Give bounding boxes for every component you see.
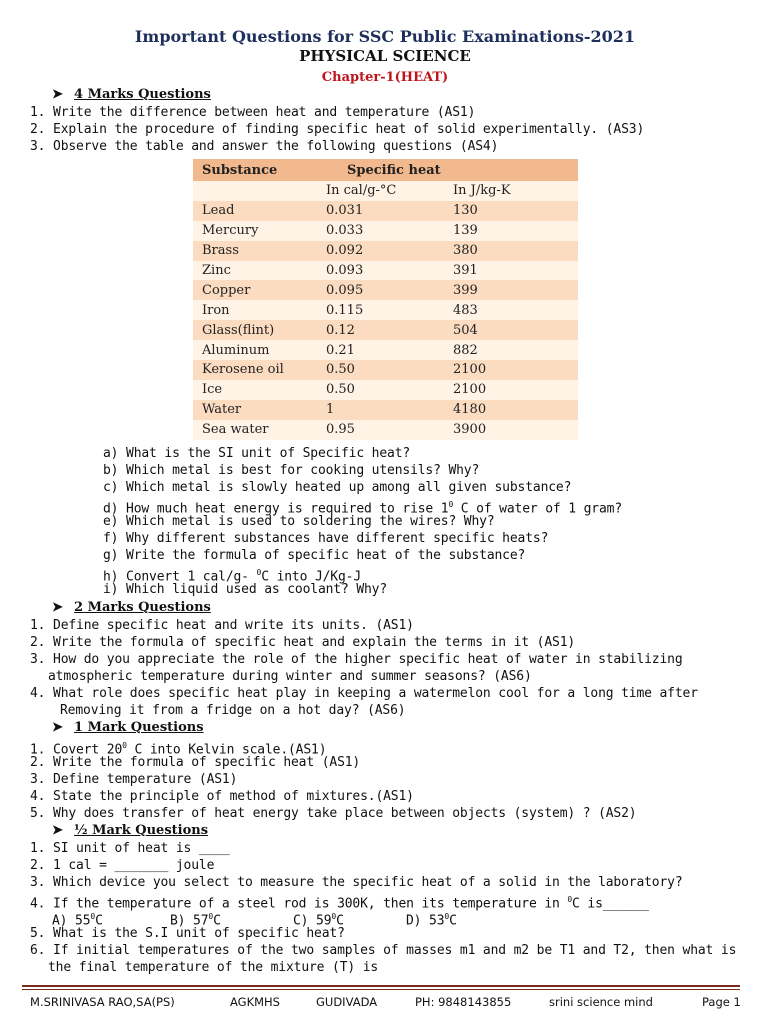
cell-cal: 1: [317, 400, 444, 420]
cell-joule: 3900: [444, 420, 578, 440]
option-d: D) $53^0C$: [406, 912, 457, 929]
subquestion-e: e) Which metal is used to soldering the wires? Why?: [103, 514, 495, 529]
table-row: [193, 320, 578, 340]
footer-author: M.SRINIVASA RAO,SA(PS): [30, 995, 175, 1009]
section-heading-half-mark: [52, 823, 208, 838]
cell-cal: 0.115: [317, 300, 444, 320]
cell-joule: 391: [444, 261, 578, 281]
subquestion-a: a) What is the SI unit of Specific heat?: [103, 446, 411, 461]
question-half-6: 6. If initial temperatures of the two samples of masses m1 and m2 be T1 and T2, then what is: [30, 943, 737, 958]
subquestion-i: i) Which liquid used as coolant? Why?: [103, 582, 388, 597]
cell-joule: 2100: [444, 380, 578, 400]
table-row: [193, 420, 578, 440]
table-row: [193, 400, 578, 420]
subquestion-b: b) Which metal is best for cooking utensils? Why?: [103, 463, 480, 478]
page-title: Important Questions for SSC Public Examinations-2021: [134, 27, 636, 46]
section-heading-2-marks: [52, 600, 211, 615]
subquestion-h: h) Convert 1 cal/g- $^0$C into J/Kg-J: [103, 568, 362, 585]
cell-cal: 0.092: [317, 241, 444, 261]
question-1m-4: 4. State the principle of method of mixtures.(AS1): [30, 789, 414, 804]
arrow-bullet-icon: ➤: [52, 600, 63, 615]
option-c: C) $59^0C$: [293, 912, 344, 929]
question-half-5: 5. What is the S.I unit of specific heat?: [30, 926, 345, 941]
cell-cal: 0.033: [317, 221, 444, 241]
cell-joule: 4180: [444, 400, 578, 420]
cell-substance: Glass(flint): [193, 320, 317, 340]
section-heading-text: 1 Mark Questions: [74, 720, 204, 735]
cell-substance: Sea water: [193, 420, 317, 440]
question-2m-3: 3. How do you appreciate the role of the higher specific heat of water in stabilizing: [30, 652, 683, 667]
cell-joule: 399: [444, 280, 578, 300]
question-4m-1: 1. Write the difference between heat and temperature (AS1): [30, 105, 476, 120]
question-1m-2: 2. Write the formula of specific heat (AS1): [30, 755, 361, 770]
unit-cal: In cal/g-°C: [317, 181, 444, 201]
cell-substance: Ice: [193, 380, 317, 400]
cell-cal: 0.12: [317, 320, 444, 340]
table-row: [193, 380, 578, 400]
table-row: [193, 221, 578, 241]
question-2m-4-cont: Removing it from a fridge on a hot day? (AS6): [60, 703, 406, 718]
unit-joule: In J/kg-K: [444, 181, 578, 201]
cell-joule: 504: [444, 320, 578, 340]
specific-heat-table: [193, 159, 578, 440]
cell-joule: 483: [444, 300, 578, 320]
header-substance: Substance: [193, 159, 317, 181]
question-2m-4: 4. What role does specific heat play in keeping a watermelon cool for a long time after: [30, 686, 698, 701]
cell-cal: 0.95: [317, 420, 444, 440]
arrow-bullet-icon: ➤: [52, 720, 63, 735]
question-half-2: 2. 1 cal = _______ joule: [30, 858, 215, 873]
cell-substance: Iron: [193, 300, 317, 320]
cell-joule: 139: [444, 221, 578, 241]
cell-cal: 0.095: [317, 280, 444, 300]
section-heading-text: 2 Marks Questions: [74, 600, 211, 615]
cell-substance: Aluminum: [193, 340, 317, 360]
cell-cal: 0.50: [317, 380, 444, 400]
question-1m-1: 1. Covert $20^0$ C into Kelvin scale.(AS1): [30, 741, 327, 758]
footer-page-number: Page 1: [702, 995, 741, 1009]
question-2m-3-cont: atmospheric temperature during winter and summer seasons? (AS6): [48, 669, 532, 684]
header-specific-heat: Specific heat: [317, 159, 578, 181]
cell-substance: Mercury: [193, 221, 317, 241]
cell-substance: Kerosene oil: [193, 360, 317, 380]
section-heading-1-mark: [52, 720, 204, 735]
unit-blank: [193, 181, 317, 201]
table-row: [193, 340, 578, 360]
question-1m-5: 5. Why does transfer of heat energy take place between objects (system) ? (AS2): [30, 806, 637, 821]
question-4m-3: 3. Observe the table and answer the following questions (AS4): [30, 139, 499, 154]
section-heading-4-marks: [52, 87, 211, 102]
footer-brand: srini science mind: [549, 995, 653, 1009]
cell-cal: 0.21: [317, 340, 444, 360]
footer-divider-thin: [22, 989, 740, 990]
subquestion-d: d) How much heat energy is required to rise $1^0$ C of water of 1 gram?: [103, 500, 623, 517]
table-row: [193, 201, 578, 221]
subject-title: PHYSICAL SCIENCE: [299, 47, 471, 65]
table-row: [193, 300, 578, 320]
question-half-4: 4. If the temperature of a steel rod is 300K, then its temperature in $^0$C is______: [30, 895, 649, 912]
footer-phone: PH: 9848143855: [415, 995, 512, 1009]
table-row: [193, 241, 578, 261]
table-unit-row: [193, 181, 578, 201]
table-row: [193, 261, 578, 281]
option-b: B) $57^0C$: [170, 912, 221, 929]
question-4m-2: 2. Explain the procedure of finding specific heat of solid experimentally. (AS3): [30, 122, 645, 137]
arrow-bullet-icon: ➤: [52, 823, 63, 838]
cell-substance: Copper: [193, 280, 317, 300]
subquestion-c: c) Which metal is slowly heated up among all given substance?: [103, 480, 572, 495]
footer-place: GUDIVADA: [316, 995, 378, 1009]
cell-joule: 380: [444, 241, 578, 261]
cell-cal: 0.031: [317, 201, 444, 221]
table-row: [193, 360, 578, 380]
question-1m-3: 3. Define temperature (AS1): [30, 772, 238, 787]
cell-substance: Zinc: [193, 261, 317, 281]
question-2m-2: 2. Write the formula of specific heat and explain the terms in it (AS1): [30, 635, 576, 650]
cell-substance: Lead: [193, 201, 317, 221]
cell-cal: 0.093: [317, 261, 444, 281]
question-2m-1: 1. Define specific heat and write its units. (AS1): [30, 618, 414, 633]
footer-school: AGKMHS: [230, 995, 280, 1009]
subquestion-g: g) Write the formula of specific heat of the substance?: [103, 548, 526, 563]
table-row: [193, 280, 578, 300]
cell-substance: Brass: [193, 241, 317, 261]
section-heading-text: 4 Marks Questions: [74, 87, 211, 102]
chapter-title: Chapter-1(HEAT): [321, 70, 449, 85]
cell-substance: Water: [193, 400, 317, 420]
table-header-row: [193, 159, 578, 181]
cell-joule: 130: [444, 201, 578, 221]
cell-cal: 0.50: [317, 360, 444, 380]
option-a: A) $55^0C$: [52, 912, 103, 929]
question-half-3: 3. Which device you select to measure the specific heat of a solid in the laboratory?: [30, 875, 683, 890]
footer-divider: [22, 985, 740, 987]
subquestion-f: f) Why different substances have different specific heats?: [103, 531, 549, 546]
cell-joule: 2100: [444, 360, 578, 380]
question-half-6-cont: the final temperature of the mixture (T) is: [48, 960, 379, 975]
question-half-1: 1. SI unit of heat is ____: [30, 841, 230, 856]
cell-joule: 882: [444, 340, 578, 360]
arrow-bullet-icon: ➤: [52, 87, 63, 102]
section-heading-text: ½ Mark Questions: [74, 823, 209, 838]
